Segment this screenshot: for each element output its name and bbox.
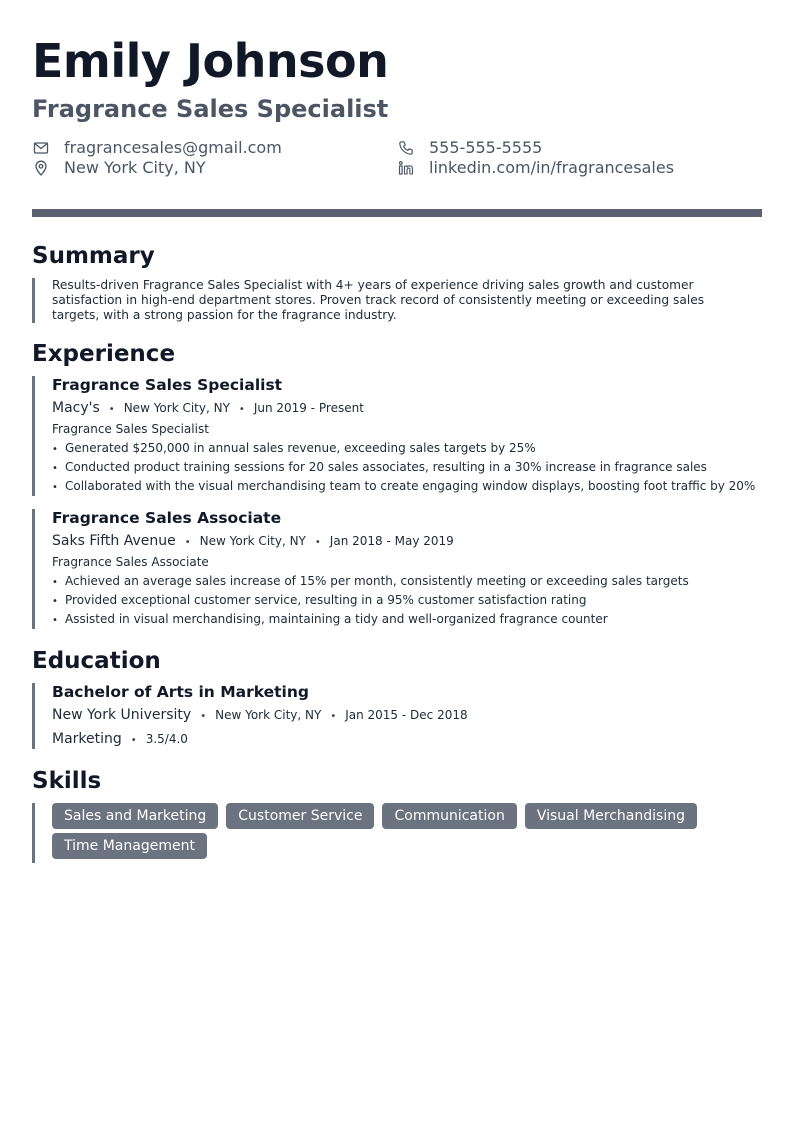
contact-location [32, 158, 206, 177]
job-company: Macy's [52, 400, 100, 416]
linkedin-icon [397, 159, 414, 176]
summary-heading: Summary [32, 243, 155, 269]
job-bullet: • Achieved an average sales increase of 15% per month, consistently meeting or exceeding sales targets [52, 572, 767, 591]
education-heading: Education [32, 648, 161, 674]
education-entry [32, 683, 752, 749]
job-location: New York City, NY [123, 401, 230, 415]
skill-tag: Visual Merchandising [525, 803, 697, 829]
job-bullets [52, 439, 767, 496]
contact-phone[interactable] [397, 138, 542, 157]
skill-tag: Communication [382, 803, 516, 829]
school-location: New York City, NY [215, 708, 322, 722]
skills-heading: Skills [32, 768, 102, 794]
education-field-row [52, 730, 752, 750]
job-dates: Jan 2018 - May 2019 [329, 534, 454, 548]
separator-dot: • [184, 537, 191, 548]
contact-email[interactable] [32, 138, 282, 157]
candidate-name: Emily Johnson [32, 34, 389, 88]
summary-section [32, 278, 752, 323]
skills-section [32, 803, 752, 863]
contact-linkedin[interactable] [397, 158, 674, 177]
header-divider [32, 209, 762, 217]
contact-info [32, 138, 762, 180]
skills-list [52, 803, 752, 859]
job-bullet: • Conducted product training sessions for 20 sales associates, resulting in a 30% increase in fragrance sales [52, 458, 767, 477]
education-dates: Jan 2015 - Dec 2018 [345, 708, 468, 722]
location-text: New York City, NY [64, 158, 206, 177]
degree-title: Bachelor of Arts in Marketing [52, 683, 309, 701]
job-bullets [52, 572, 767, 629]
job-meta [52, 532, 767, 552]
job-entry [32, 376, 767, 496]
job-bullet: • Generated $250,000 in annual sales revenue, exceeding sales targets by 25% [52, 439, 767, 458]
separator-dot: • [108, 404, 115, 415]
separator-dot: • [330, 711, 337, 722]
job-dates: Jun 2019 - Present [253, 401, 364, 415]
phone-icon [397, 139, 414, 156]
experience-heading: Experience [32, 341, 176, 367]
job-role: Fragrance Sales Associate [52, 555, 209, 569]
skill-tag: Time Management [52, 833, 207, 859]
separator-dot: • [314, 537, 321, 548]
field-of-study: Marketing [52, 731, 122, 747]
job-company: Saks Fifth Avenue [52, 533, 176, 549]
envelope-icon [32, 139, 49, 156]
separator-dot: • [200, 711, 207, 722]
job-bullet: • Provided exceptional customer service, resulting in a 95% customer satisfaction rating [52, 591, 767, 610]
skill-tag: Sales and Marketing [52, 803, 218, 829]
job-title: Fragrance Sales Associate [52, 509, 282, 527]
summary-text: Results-driven Fragrance Sales Specialist with 4+ years of experience driving sales growth and customer satisfaction in high-end department stores. Proven track record of consistently meeting or exceeding sales targets, with a strong passion for the fragrance industry. [52, 278, 705, 322]
job-entry [32, 509, 767, 629]
phone-text: 555-555-5555 [429, 138, 543, 157]
gpa: 3.5/4.0 [145, 732, 188, 746]
candidate-title: Fragrance Sales Specialist [32, 95, 389, 123]
education-meta [52, 706, 752, 726]
email-text: fragrancesales@gmail.com [64, 138, 282, 157]
job-title: Fragrance Sales Specialist [52, 376, 283, 394]
skill-tag: Customer Service [226, 803, 374, 829]
separator-dot: • [130, 735, 137, 746]
job-location: New York City, NY [199, 534, 306, 548]
separator-dot: • [238, 404, 245, 415]
linkedin-text: linkedin.com/in/fragrancesales [429, 158, 675, 177]
job-bullet: • Collaborated with the visual merchandising team to create engaging window displays, boosting foot traffic by 20% [52, 477, 767, 496]
job-bullet: • Assisted in visual merchandising, maintaining a tidy and well-organized fragrance counter [52, 610, 767, 629]
job-meta [52, 399, 767, 419]
job-role: Fragrance Sales Specialist [52, 422, 209, 436]
school-name: New York University [52, 707, 192, 723]
map-pin-icon [32, 159, 49, 176]
